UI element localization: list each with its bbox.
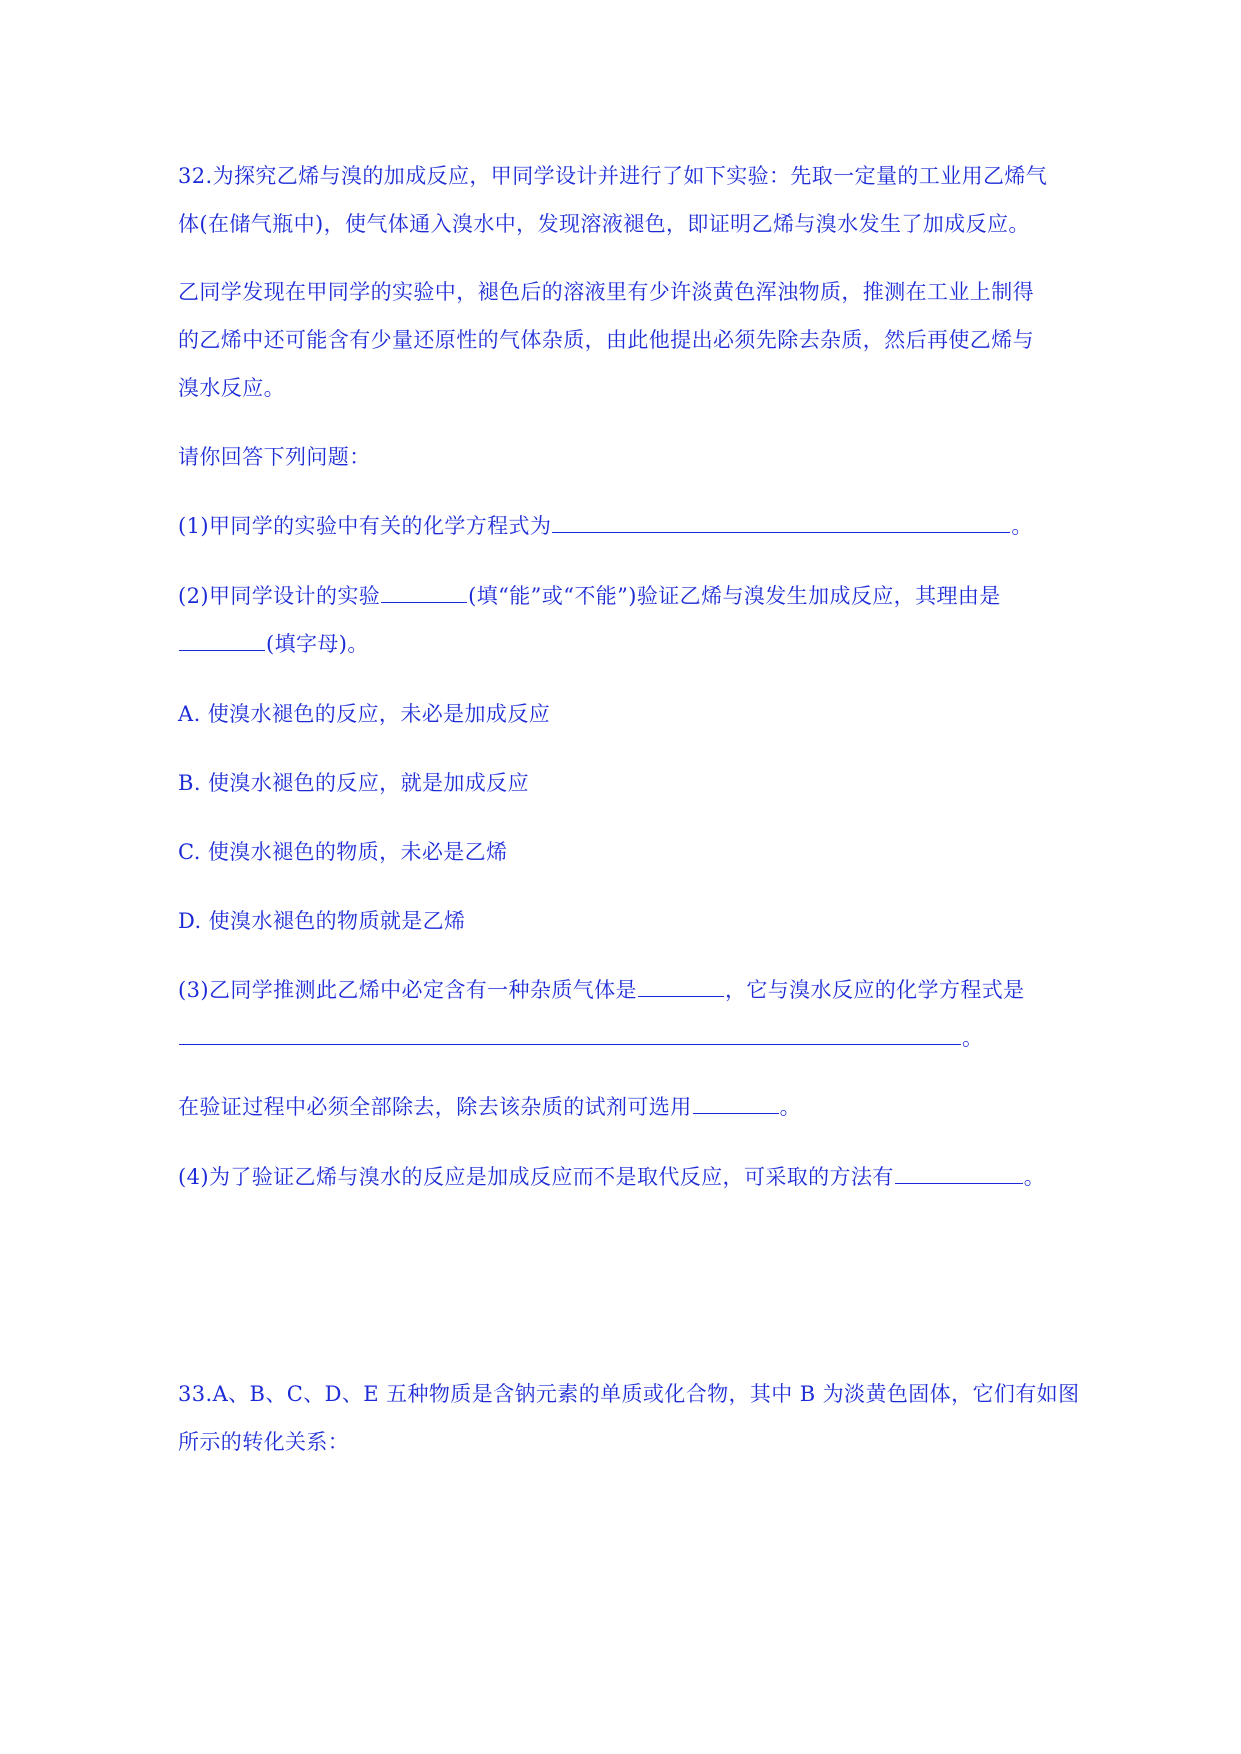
q4-text: (4)为了验证乙烯与溴水的反应是加成反应而不是取代反应，可采取的方法有 — [178, 1165, 894, 1189]
q1-answer-blank[interactable] — [552, 512, 1010, 533]
q3-text-b: ，它与溴水反应的化学方程式是 — [724, 978, 1025, 1002]
q4-answer-blank[interactable] — [895, 1163, 1023, 1184]
q32-intro-line1: 32.为探究乙烯与溴的加成反应，甲同学设计并进行了如下实验：先取一定量的工业用乙烯气 — [178, 164, 1048, 188]
q32-question-2 — [178, 582, 1078, 610]
q4-end: 。 — [1023, 1165, 1046, 1189]
q32-question-3-line2 — [178, 1024, 1078, 1052]
q32-question-2-line2 — [178, 630, 1078, 658]
q32-para2-line2: 的乙烯中还可能含有少量还原性的气体杂质，由此他提出必须先除去杂质，然后再使乙烯与 — [178, 328, 1034, 352]
q3-line3-end: 。 — [779, 1095, 802, 1119]
q3-line3-text: 在验证过程中必须全部除去，除去该杂质的试剂可选用 — [178, 1095, 692, 1119]
q33-line1: 33.A、B、C、D、E 五种物质是含钠元素的单质或化合物，其中 B 为淡黄色固体，它们有如图 — [178, 1382, 1080, 1406]
q3-answer-blank-1[interactable] — [638, 976, 724, 997]
q32-question-3-line3 — [178, 1093, 1078, 1121]
q2-text-b: (填“能”或“不能”)验证乙烯与溴发生加成反应，其理由是 — [468, 584, 1001, 608]
q1-text: (1)甲同学的实验中有关的化学方程式为 — [178, 514, 552, 538]
option-c: C. 使溴水褪色的物质，未必是乙烯 — [178, 840, 508, 864]
q3-answer-blank-3[interactable] — [693, 1093, 779, 1114]
q32-question-1 — [178, 512, 1078, 540]
option-b: B. 使溴水褪色的反应，就是加成反应 — [178, 771, 529, 795]
q1-end: 。 — [1011, 514, 1033, 538]
q2-answer-blank-1[interactable] — [381, 582, 467, 603]
q3-line2-end: 。 — [962, 1026, 984, 1050]
q32-question-3 — [178, 976, 1078, 1004]
q32-para2-line1: 乙同学发现在甲同学的实验中，褪色后的溶液里有少许淡黄色浑浊物质，推测在工业上制得 — [178, 280, 1034, 304]
q2-answer-blank-2[interactable] — [179, 630, 265, 651]
q3-text-a: (3)乙同学推测此乙烯中必定含有一种杂质气体是 — [178, 978, 637, 1002]
q33-line2: 所示的转化关系： — [178, 1430, 350, 1454]
option-d: D. 使溴水褪色的物质就是乙烯 — [178, 909, 466, 933]
q32-para2-line3: 溴水反应。 — [178, 376, 285, 400]
q2-text-a: (2)甲同学设计的实验 — [178, 584, 381, 608]
q32-question-4 — [178, 1163, 1078, 1191]
q32-prompt: 请你回答下列问题： — [178, 445, 371, 469]
q2-line2-end: (填字母)。 — [266, 632, 369, 656]
q32-intro-line2: 体(在储气瓶中)，使气体通入溴水中，发现溶液褪色，即证明乙烯与溴水发生了加成反应。 — [178, 212, 1030, 236]
option-a: A. 使溴水褪色的反应，未必是加成反应 — [178, 702, 551, 726]
q3-answer-blank-2[interactable] — [179, 1024, 961, 1045]
